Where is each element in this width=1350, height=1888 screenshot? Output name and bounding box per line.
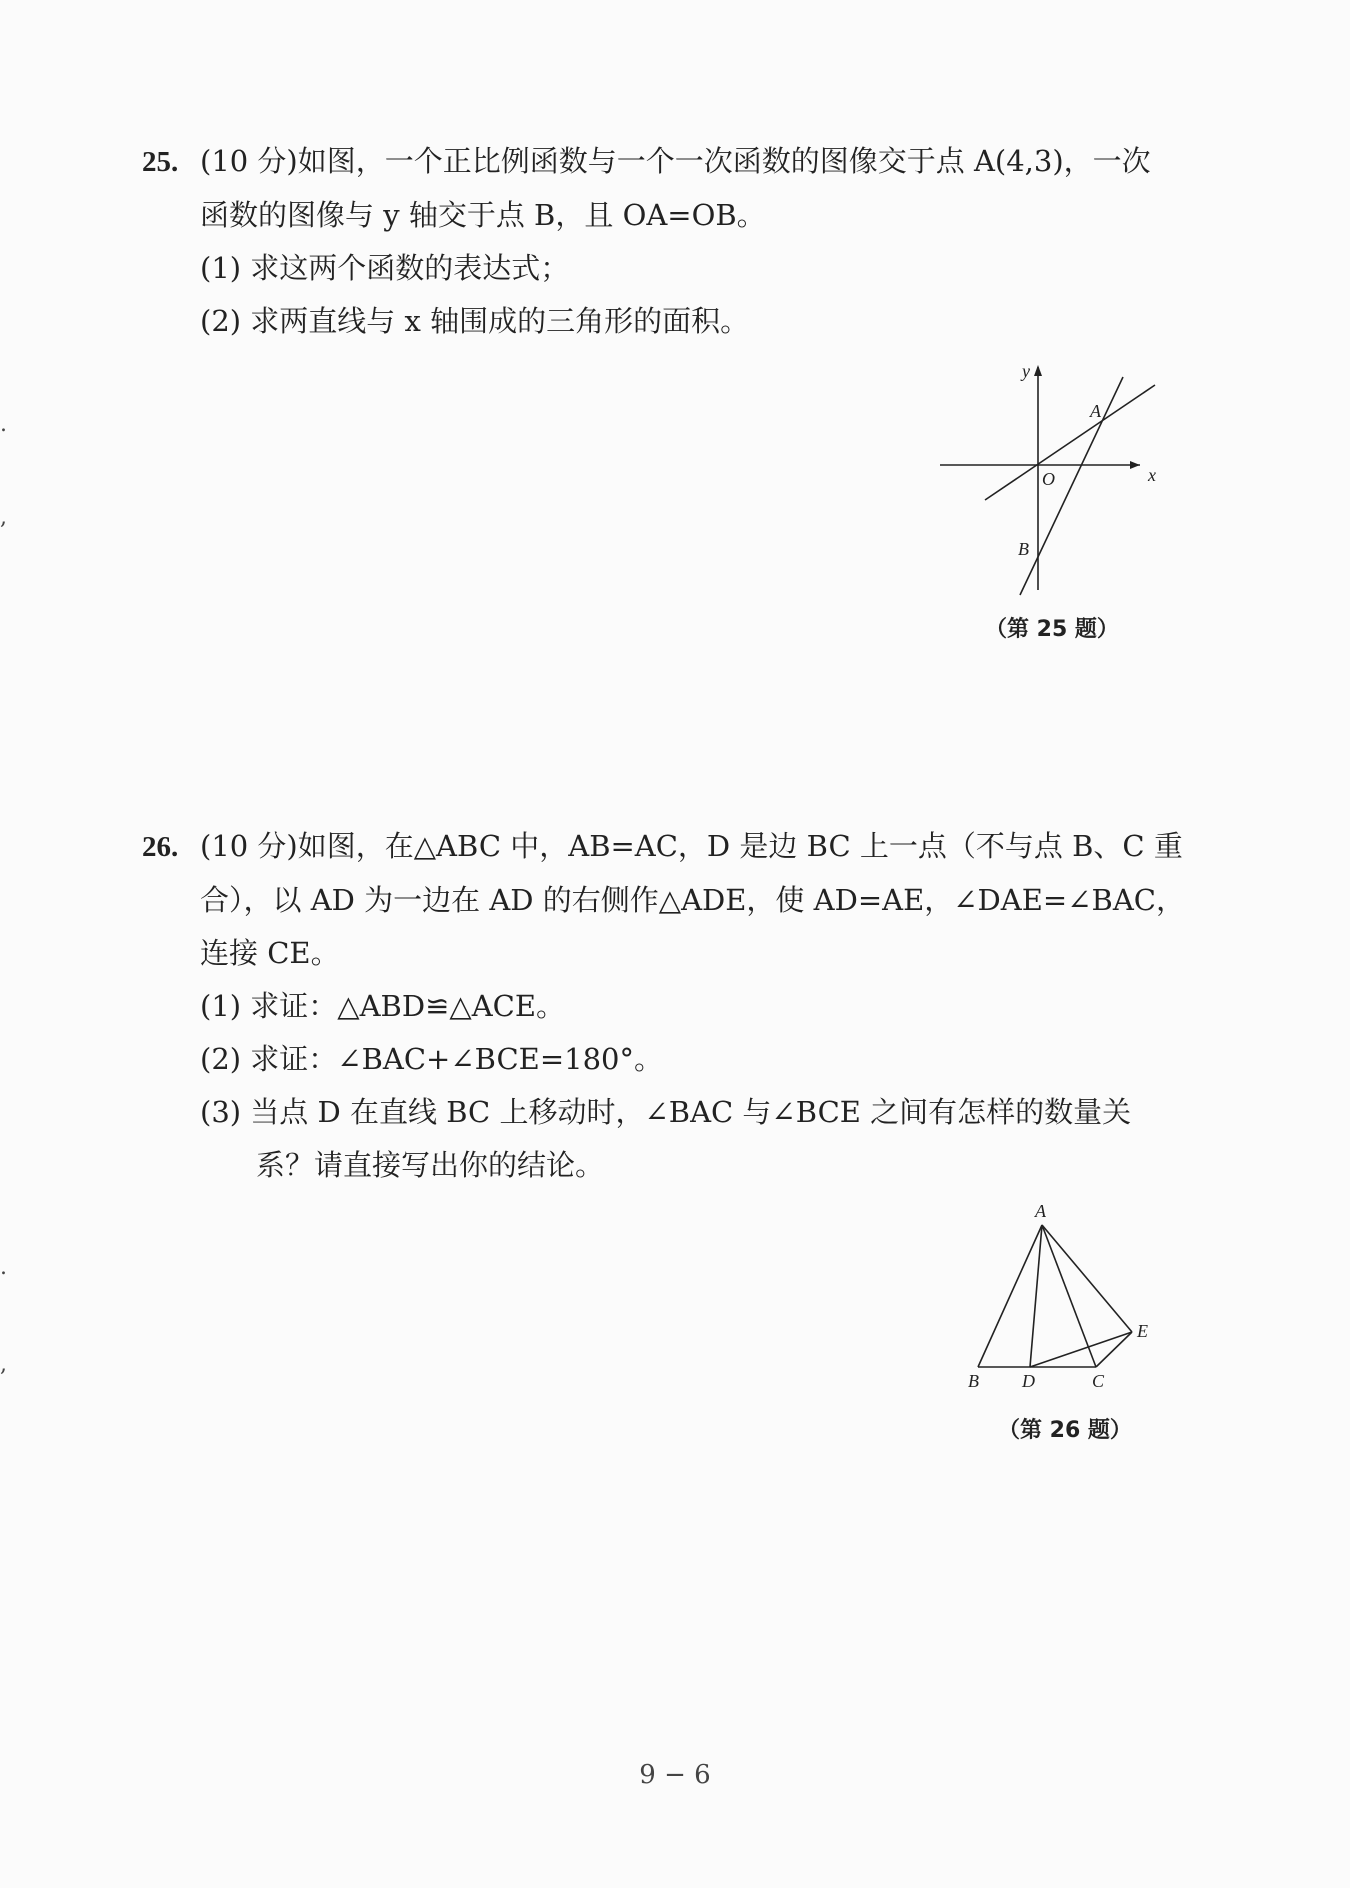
label-o: O [1042,469,1055,489]
segment-ce [1096,1332,1132,1367]
label-y: y [1022,361,1030,381]
y-axis-arrow [1034,365,1042,376]
scan-mark: . [0,1255,7,1280]
segment-ac [1042,1225,1096,1367]
problem-26-line-1: 26. (10 分)如图，在△ABC 中，AB=AC，D 是边 BC 上一点（不与点 B、C 重 [142,820,1200,874]
figure-25-caption: （第 25 题） [985,617,1119,642]
problem-26-part-3-continued: 系？请直接写出你的结论。 [256,1148,605,1182]
problem-26-part-3: (3) 当点 D 在直线 BC 上移动时，∠BAC 与∠BCE 之间有怎样的数量关 [200,1095,1132,1129]
problem-25-part-1: (1) 求这两个函数的表达式； [200,251,570,285]
linear-line [1020,377,1123,595]
problem-26-part-1: (1) 求证：△ABD≌△ACE。 [200,989,566,1023]
label-a: A [1090,401,1101,421]
proportional-line [985,385,1155,500]
problem-25-part-2: (2) 求两直线与 x 轴围成的三角形的面积。 [200,304,750,338]
label-d: D [1022,1371,1035,1390]
problem-26-line-2: 合），以 AD 为一边在 AD 的右侧作△ADE，使 AD=AE，∠DAE=∠BAC， [200,883,1185,917]
scan-mark: , [0,1352,7,1377]
figure-25-graph [930,355,1180,600]
segment-de [1030,1332,1132,1367]
label-x: x [1148,465,1156,485]
label-c: C [1092,1371,1105,1390]
scan-mark: , [0,505,7,530]
label-a: A [1035,1201,1046,1221]
segment-ae [1042,1225,1132,1332]
label-b: B [968,1371,979,1390]
figure-26-triangles [960,1195,1160,1390]
problem-25 [142,135,1200,348]
page-number: 9 − 6 [639,1760,711,1790]
problem-26-line-3: 连接 CE。 [200,936,340,970]
problem-26-part-2: (2) 求证：∠BAC+∠BCE=180°。 [200,1042,663,1076]
scan-mark: . [0,412,7,437]
problem-25-line-2: 函数的图像与 y 轴交于点 B，且 OA=OB。 [200,198,766,232]
problem-number: 26. [142,831,179,863]
problem-number: 25. [142,146,179,178]
problem-25-line-1: 25. (10 分)如图，一个正比例函数与一个一次函数的图像交于点 A(4,3)，一次 [142,135,1200,189]
label-e: E [1137,1321,1148,1341]
problem-26 [142,820,1200,1192]
x-axis-arrow [1130,461,1140,469]
label-b: B [1018,539,1029,559]
figure-26-caption: （第 26 题） [998,1418,1132,1443]
